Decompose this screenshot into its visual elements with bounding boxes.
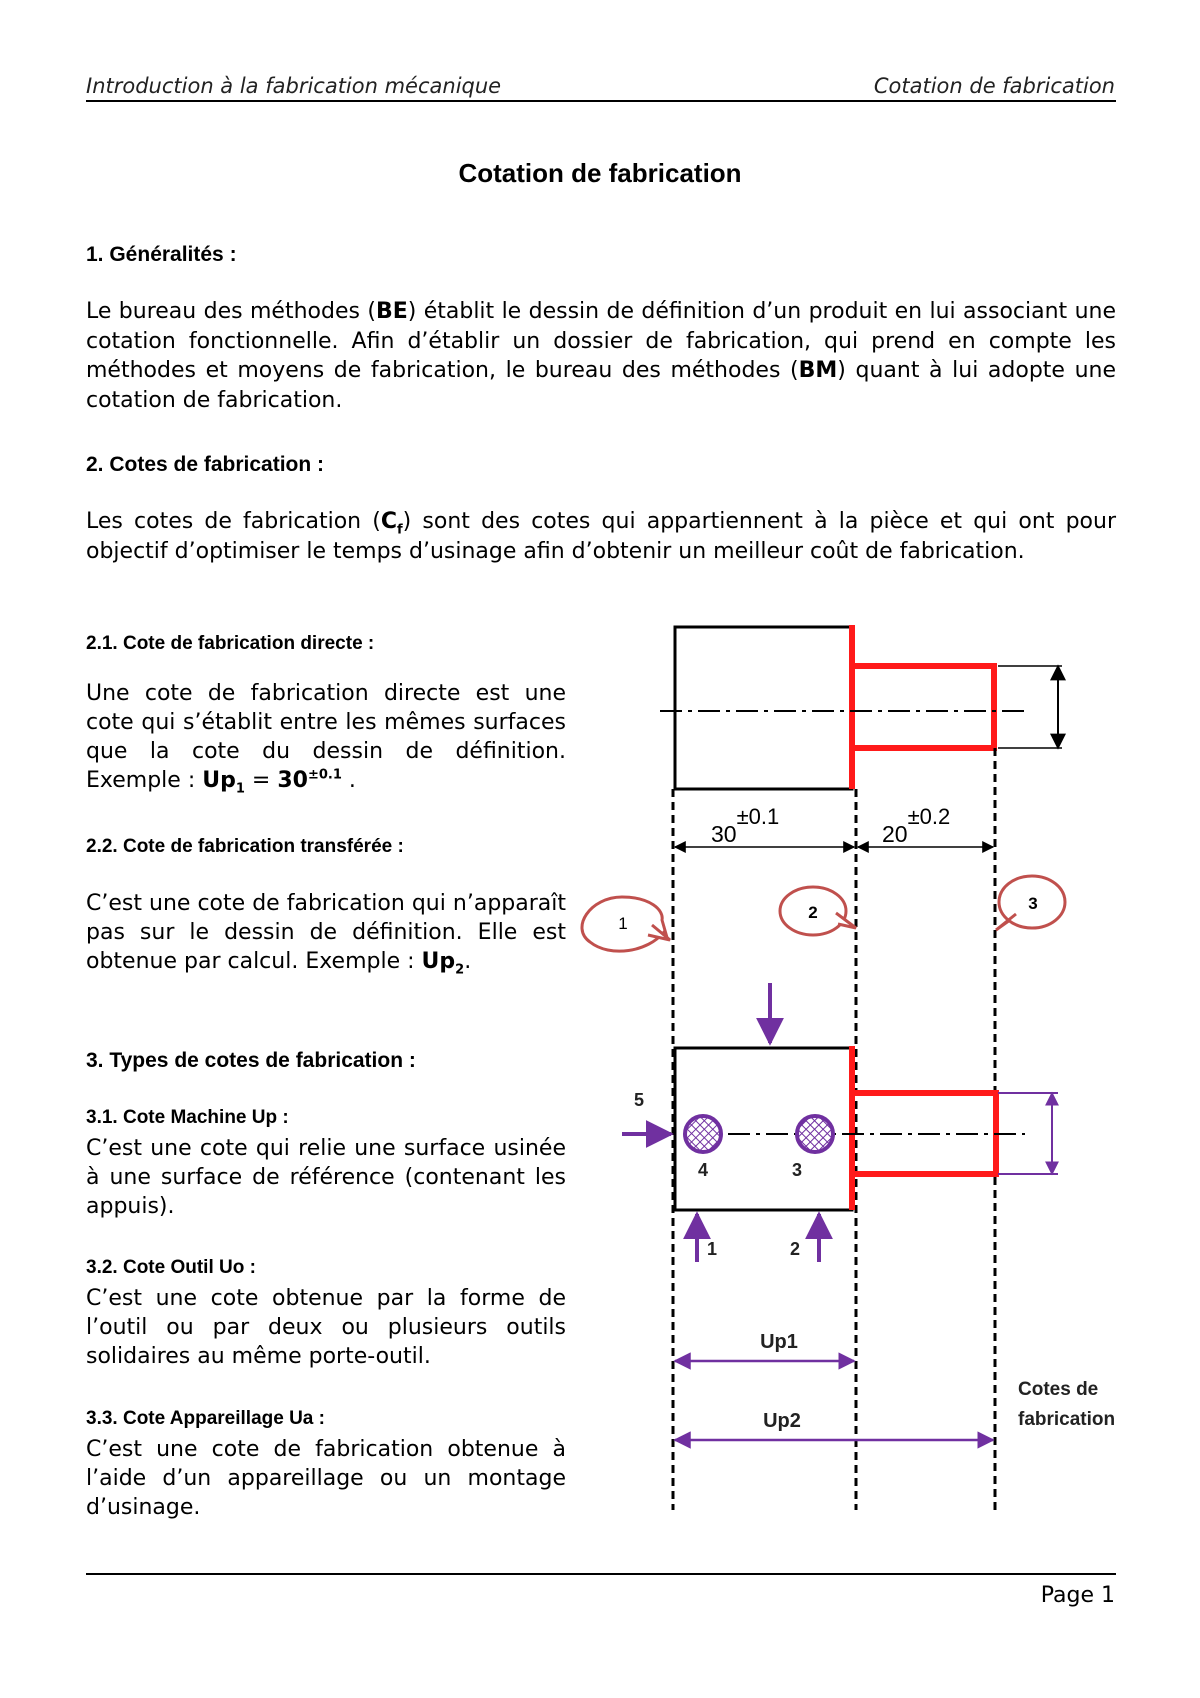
cf-symbol: $C_f$ xyxy=(380,509,403,538)
up1-label: Up1 xyxy=(760,1331,798,1353)
section-2-1-heading: 2.1. Cote de fabrication directe : xyxy=(86,633,375,654)
section-2-2-paragraph: C’est une cote de fabrication qui n’apparaît pas sur le dessin de définition. Elle est obtenue par calcul. Exemple : $Up_2$. xyxy=(86,891,566,978)
section-3-heading: 3. Types de cotes de fabrication : xyxy=(86,1049,416,1072)
footer-rule xyxy=(86,1573,1116,1575)
support-label-4: 4 xyxy=(697,1160,709,1180)
section-3-1-paragraph: C’est une cote qui relie une surface usinée à une surface de référence (contenant les appuis). xyxy=(86,1136,566,1219)
section-3-3-heading: 3.3. Cote Appareillage Ua : xyxy=(86,1408,325,1429)
svg-text:1: 1 xyxy=(618,914,628,933)
support-label-3: 3 xyxy=(791,1160,803,1180)
section-1-paragraph: Le bureau des méthodes (BE) établit le dessin de définition d’un produit en lui associant une cotation fonctionnelle. Afin d’établir un dossier de fabrication, qui prend en compte les méthodes et moyens de fabrication, le bureau des méthodes (BM) quant à lui adopte une cotation de fabrication. xyxy=(86,299,1116,413)
top-part-shoulder-red xyxy=(852,666,994,748)
svg-text:3: 3 xyxy=(1028,894,1038,913)
top-part-body xyxy=(675,627,852,789)
support-label-2: 2 xyxy=(790,1239,801,1259)
be-abbrev: BE xyxy=(375,299,408,324)
callout-1 xyxy=(582,897,670,951)
section-2-2-heading: 2.2. Cote de fabrication transférée : xyxy=(86,836,404,857)
running-header-right: Cotation de fabrication xyxy=(873,74,1115,98)
callout-2 xyxy=(780,887,856,935)
up2-label: Up2 xyxy=(763,1410,801,1432)
page-number: Page 1 xyxy=(1040,1583,1115,1608)
up2-symbol: $Up_2$ xyxy=(421,949,465,978)
section-1-heading: 1. Généralités : xyxy=(86,243,237,266)
callout-3 xyxy=(996,876,1065,930)
page-title: Cotation de fabrication xyxy=(458,158,742,188)
section-2-heading: 2. Cotes de fabrication : xyxy=(86,453,325,476)
dim-20-label: 20±0.2 xyxy=(882,804,951,847)
dim-30-label: 30±0.1 xyxy=(711,804,780,847)
section-3-2-heading: 3.2. Cote Outil Uo : xyxy=(86,1257,256,1278)
section-3-1-heading: 3.1. Cote Machine Up : xyxy=(86,1107,289,1128)
bm-abbrev: BM xyxy=(798,358,838,383)
svg-text:2: 2 xyxy=(808,903,818,922)
up1-symbol: $Up_1$ xyxy=(202,768,245,797)
running-header-left: Introduction à la fabrication mécanique xyxy=(86,74,502,98)
section-3-3-paragraph: C’est une cote de fabrication obtenue à l’aide d’un appareillage ou un montage d’usinage. xyxy=(86,1437,566,1520)
support-4-circle xyxy=(685,1116,721,1152)
up1-value: $30^{\pm 0.1}$ xyxy=(277,767,342,793)
support-label-5: 5 xyxy=(634,1090,645,1110)
support-3-circle xyxy=(797,1116,833,1152)
cotes-label: Cotes de fabrication xyxy=(1018,1379,1116,1430)
section-3-2-paragraph: C’est une cote obtenue par la forme de l’outil ou par deux ou plusieurs outils solidaires au même porte-outil. xyxy=(86,1286,566,1369)
section-2-1-paragraph: Une cote de fabrication directe est une cote qui s’établit entre les mêmes surfaces que la cote du dessin de définition. Exemple : $Up_1 = 30^{\pm 0.1}$ . xyxy=(86,681,566,797)
section-2-paragraph: Les cotes de fabrication $(C_f)$ sont des cotes qui appartiennent à la pièce et qui ont pour objectif d’optimiser le temps d’usinage afin d’obtenir un meilleur coût de fabrication. xyxy=(86,509,1116,564)
support-label-1: 1 xyxy=(707,1239,718,1259)
